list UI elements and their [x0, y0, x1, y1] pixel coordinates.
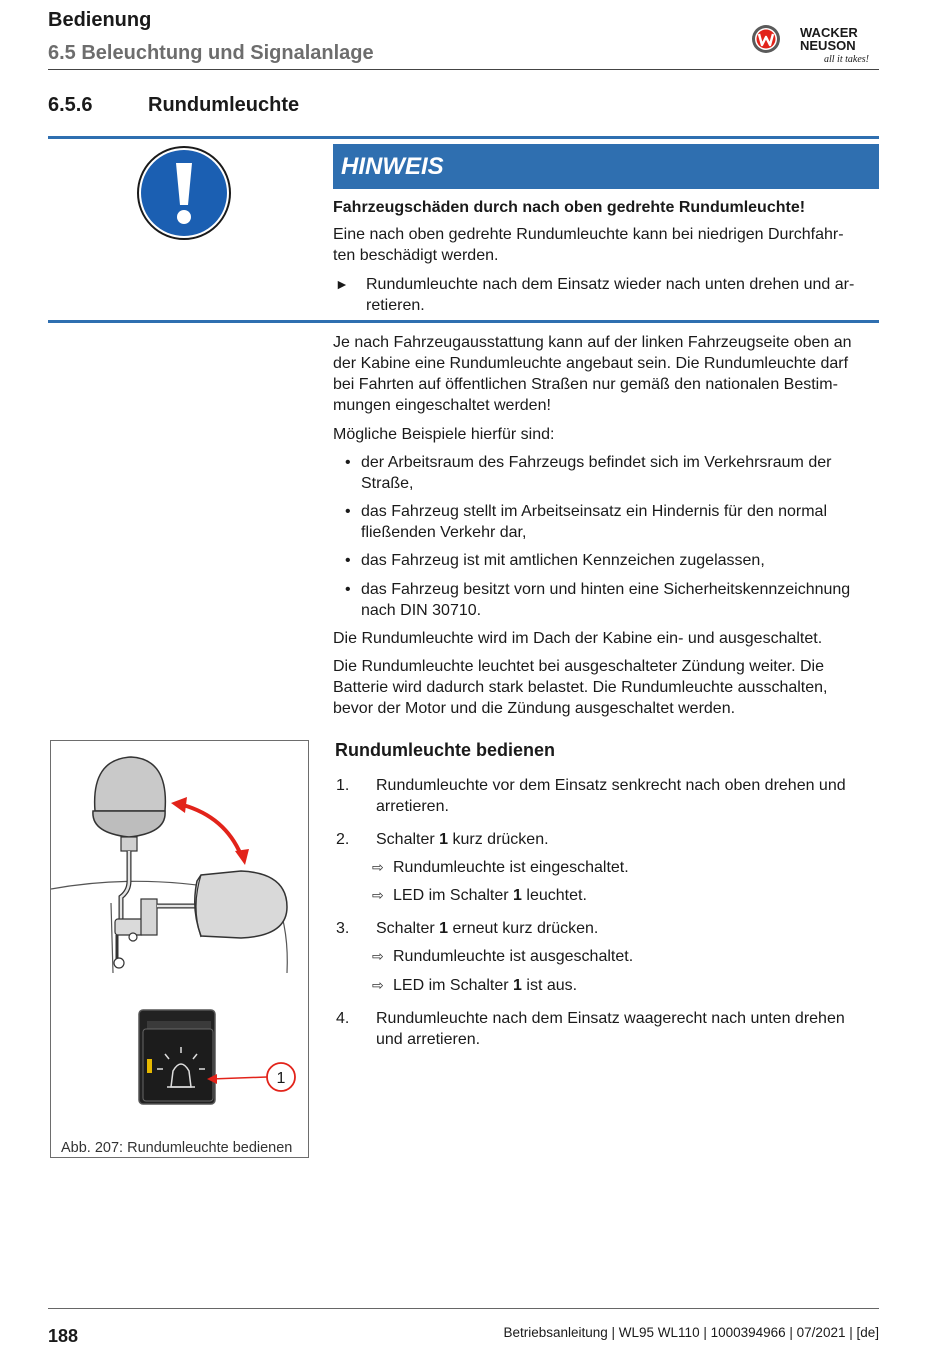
result-arrow-icon: ⇨ — [372, 859, 384, 875]
step-text: arretieren. — [376, 798, 449, 815]
list-item: das Fahrzeug ist mit amtlichen Kennzeichen zugelassen, — [361, 552, 765, 569]
logo-text-1: WACKER — [800, 25, 858, 40]
step-text: und arretieren. — [376, 1031, 481, 1048]
action-marker-icon: ► — [335, 276, 349, 292]
list-item: das Fahrzeug besitzt vorn und hinten eine Sicherheitskennzeichnung — [361, 581, 851, 598]
body-text-line: Mögliche Beispiele hierfür sind: — [333, 426, 555, 443]
wacker-neuson-logo — [750, 22, 882, 66]
notice-title: Fahrzeugschäden durch nach oben gedrehte Rundumleuchte! — [333, 199, 806, 216]
body-text-line: Die Rundumleuchte wird im Dach der Kabine ein- und ausgeschaltet. — [333, 630, 823, 647]
result-arrow-icon: ⇨ — [372, 948, 384, 964]
body-text-line: Je nach Fahrzeugausstattung kann auf der linken Fahrzeugseite oben an — [333, 334, 852, 351]
section-title: 6.5 Beleuchtung und Signalanlage — [48, 42, 374, 64]
result-arrow-icon: ⇨ — [372, 977, 384, 993]
step-number: 4. — [336, 1010, 350, 1027]
section-number: 6.5.6 — [48, 94, 93, 116]
result-text: Rundumleuchte ist eingeschaltet. — [393, 859, 629, 876]
bullet-marker: • — [345, 581, 351, 598]
result-text: LED im Schalter 1 ist aus. — [393, 977, 578, 994]
page-number: 188 — [48, 1326, 79, 1346]
list-item: nach DIN 30710. — [361, 602, 482, 619]
bullet-marker: • — [345, 552, 351, 569]
section-heading: Rundumleuchte — [148, 94, 300, 116]
chapter-title: Bedienung — [48, 9, 152, 31]
notice-text-line: Eine nach oben gedrehte Rundumleuchte kann bei niedrigen Durchfahr- — [333, 226, 844, 243]
step-number: 3. — [336, 920, 350, 937]
body-text-line: mungen eingeschaltet werden! — [333, 397, 551, 414]
notice-action-line: retieren. — [366, 297, 425, 314]
footer-divider — [48, 1308, 879, 1309]
step-number: 1. — [336, 777, 350, 794]
bullet-marker: • — [345, 503, 351, 520]
callout-number: 1 — [276, 1070, 286, 1087]
result-text: Rundumleuchte ist ausgeschaltet. — [393, 948, 634, 965]
result-text: LED im Schalter 1 leuchtet. — [393, 887, 587, 904]
figure-caption: Abb. 207: Rundumleuchte bedienen — [61, 1140, 293, 1156]
notice-label: HINWEIS — [341, 153, 444, 180]
exclamation-sign-icon — [136, 145, 232, 241]
list-item: Straße, — [361, 475, 414, 492]
step-text: Schalter 1 erneut kurz drücken. — [376, 920, 599, 937]
body-text-line: bei Fahrten auf öffentlichen Straßen nur gemäß den nationalen Bestim- — [333, 376, 838, 393]
logo-text-2: NEUSON — [800, 38, 856, 53]
step-number: 2. — [336, 831, 350, 848]
notice-text-line: ten beschädigt werden. — [333, 247, 499, 264]
logo-slogan: all it takes! — [824, 54, 869, 65]
footer-document-info: Betriebsanleitung | WL95 WL110 | 1000394966 | 07/2021 | [de] — [503, 1325, 879, 1340]
header-divider — [48, 69, 879, 70]
step-text: Schalter 1 kurz drücken. — [376, 831, 549, 848]
list-item: der Arbeitsraum des Fahrzeugs befindet sich im Verkehrsraum der — [361, 454, 832, 471]
notice-action-line: Rundumleuchte nach dem Einsatz wieder nach unten drehen und ar- — [366, 276, 855, 293]
notice-top-rule — [48, 136, 879, 139]
beacon-illustration — [51, 741, 308, 1121]
list-item: das Fahrzeug stellt im Arbeitseinsatz ein Hindernis für den normal — [361, 503, 827, 520]
body-text-line: Batterie wird dadurch stark belastet. Die Rundumleuchte ausschalten, — [333, 679, 828, 696]
logo-graphic — [750, 22, 882, 66]
list-item: fließenden Verkehr dar, — [361, 524, 527, 541]
body-text-line: Die Rundumleuchte leuchtet bei ausgeschalteter Zündung weiter. Die — [333, 658, 824, 675]
step-text: Rundumleuchte nach dem Einsatz waagerecht nach unten drehen — [376, 1010, 845, 1027]
bullet-marker: • — [345, 454, 351, 471]
step-text: Rundumleuchte vor dem Einsatz senkrecht nach oben drehen und — [376, 777, 846, 794]
result-arrow-icon: ⇨ — [372, 887, 384, 903]
procedure-title: Rundumleuchte bedienen — [335, 740, 556, 760]
body-text-line: bevor der Motor und die Zündung ausgeschaltet werden. — [333, 700, 736, 717]
notice-bottom-rule — [48, 320, 879, 323]
body-text-line: der Kabine eine Rundumleuchte angebaut sein. Die Rundumleuchte darf — [333, 355, 849, 372]
